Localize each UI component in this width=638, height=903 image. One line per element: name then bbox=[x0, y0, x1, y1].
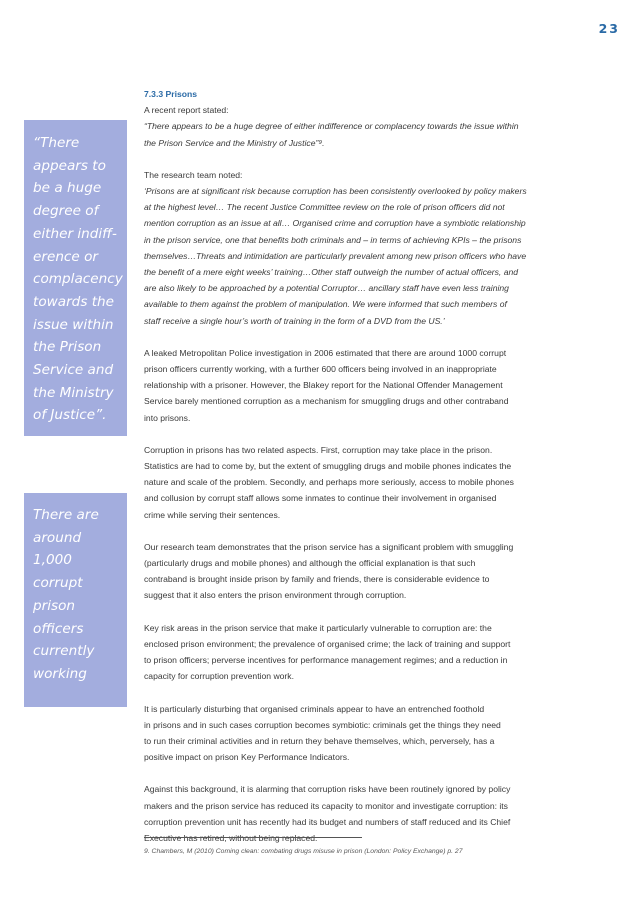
paragraph-gap bbox=[144, 151, 584, 167]
text-line: to prison officers; perverse incentives for performance management regimes; and a reduction in bbox=[144, 655, 508, 666]
section-heading: 7.3.3 Prisons bbox=[144, 89, 198, 99]
pullquote-line: officers bbox=[33, 620, 84, 637]
pullquote-line: the Prison bbox=[33, 339, 102, 356]
paragraph-gap bbox=[144, 604, 584, 620]
page-number: 23 bbox=[598, 21, 620, 36]
text-line: positive impact on prison Key Performance Indicators. bbox=[144, 752, 350, 763]
text-line: enclosed prison environment; the prevalence of organised crime; the lack of training and support bbox=[144, 638, 511, 649]
text-line: at the highest level… The recent Justice Committee review on the role of prison officers did not bbox=[144, 202, 505, 213]
paragraph-gap bbox=[144, 685, 584, 701]
paragraph-gap bbox=[144, 329, 584, 345]
pullquote-line: towards the bbox=[33, 293, 115, 310]
text-line: prison officers currently working, with a further 600 officers being involved in an inappropriate bbox=[144, 364, 497, 375]
main-text-column bbox=[144, 86, 584, 846]
text-line: A leaked Metropolitan Police investigation in 2006 estimated that there are around 1000 corrupt bbox=[144, 347, 507, 358]
pullquote-line: Service and bbox=[33, 362, 114, 379]
text-line: ‘Prisons are at significant risk because corruption has been consistently overlooked by policy makers bbox=[144, 186, 527, 197]
pullquote-line: 1,000 bbox=[33, 552, 72, 569]
pullquote-line: issue within bbox=[33, 316, 114, 333]
text-line: Key risk areas in the prison service that make it particularly vulnerable to corruption are: the bbox=[144, 622, 492, 633]
text-line: suggest that it also enters the prison environment through corruption. bbox=[144, 590, 407, 601]
pullquote-line: corrupt bbox=[33, 575, 83, 592]
paragraph bbox=[144, 102, 584, 118]
text-line: capacity for corruption prevention work. bbox=[144, 671, 294, 682]
text-line: Our research team demonstrates that the prison service has a significant problem with smuggling bbox=[144, 541, 514, 552]
text-line: (particularly drugs and mobile phones) and although the official explanation is that such bbox=[144, 558, 476, 569]
text-line: available to them against the problem of manipulation. We were informed that such members of bbox=[144, 299, 507, 310]
footnote: 9. Chambers, M (2010) Coming clean: combating drugs misuse in prison (London: Policy Exchange) p. 27 bbox=[144, 848, 463, 855]
paragraph-gap bbox=[144, 523, 584, 539]
paragraph bbox=[144, 701, 584, 766]
text-line: in the prison service, one that benefits both criminals and – in terms of achieving KPIs – the prisons bbox=[144, 234, 522, 245]
text-line: Service barely mentioned corruption as a mechanism for smuggling drugs and other contraband bbox=[144, 396, 509, 407]
text-line: the benefit of a mere eight weeks’ training…Other staff outweigh the number of actual officers, and bbox=[144, 267, 519, 278]
text-line: nature and scale of the problem. Secondly, and perhaps more seriously, access to mobile phones bbox=[144, 477, 514, 488]
body-paragraphs bbox=[144, 102, 584, 846]
text-line: corruption prevention unit has recently had its budget and numbers of staff reduced and its Chief bbox=[144, 816, 511, 827]
text-line: makers and the prison service has reduced its capacity to monitor and investigate corruption: its bbox=[144, 800, 508, 811]
paragraph bbox=[144, 167, 584, 183]
text-line: Executive has retired, without being replaced. bbox=[144, 832, 318, 843]
text-line: in prisons and in such cases corruption becomes symbiotic: criminals get the things they need bbox=[144, 719, 501, 730]
pullquote-line: degree of bbox=[33, 203, 99, 220]
text-line: to run their criminal activities and in return they behave themselves, which, perversely, has a bbox=[144, 735, 495, 746]
pullquote-line: around bbox=[33, 529, 82, 546]
pullquote-line: be a huge bbox=[33, 180, 102, 197]
pullquote-line: appears to bbox=[33, 157, 106, 174]
pullquote-line: currently bbox=[33, 643, 95, 660]
paragraph bbox=[144, 442, 584, 523]
text-line: Statistics are had to come by, but the extent of smuggling drugs and mobile phones indicates the bbox=[144, 461, 512, 472]
pullquote-line: erence or bbox=[33, 248, 98, 265]
text-line: staff receive a single hour’s worth of training in the form of a DVD from the US.’ bbox=[144, 315, 445, 326]
text-line: Corruption in prisons has two related aspects. First, corruption may take place in the prison. bbox=[144, 444, 493, 455]
text-line: mention corruption as an issue at all… Organised crime and corruption have a symbiotic relationship bbox=[144, 218, 526, 229]
pullquote-line: working bbox=[33, 665, 87, 682]
pullquote-line: prison bbox=[33, 597, 76, 614]
pullquote-line: complacency bbox=[33, 271, 123, 288]
text-line: It is particularly disturbing that organised criminals appear to have an entrenched foothold bbox=[144, 703, 485, 714]
paragraph-gap bbox=[144, 765, 584, 781]
text-line: themselves…Threats and intimidation are particularly prevalent among new prison officers who have bbox=[144, 250, 527, 261]
quoted-paragraph bbox=[144, 118, 584, 150]
pullquote-line: There are bbox=[33, 507, 99, 523]
paragraph-gap bbox=[144, 426, 584, 442]
text-line: A recent report stated: bbox=[144, 105, 229, 116]
text-line: are also likely to be approached by a potential Corruptor… ancillary staff have even less training bbox=[144, 283, 509, 294]
text-line: into prisons. bbox=[144, 412, 191, 423]
text-line: contraband is brought inside prison by family and friends, there is considerable evidence to bbox=[144, 574, 490, 585]
quoted-paragraph bbox=[144, 183, 584, 329]
text-line: crime while serving their sentences. bbox=[144, 509, 281, 520]
text-line: Against this background, it is alarming that corruption risks have been routinely ignored by policy bbox=[144, 784, 511, 795]
pullquote-box bbox=[24, 120, 127, 436]
pullquote-box bbox=[24, 493, 127, 707]
text-line: relationship with a prisoner. However, the Blakey report for the National Offender Management bbox=[144, 380, 503, 391]
pullquote-line: “There bbox=[33, 135, 80, 151]
paragraph bbox=[144, 345, 584, 426]
pullquote-line: either indiff- bbox=[33, 225, 117, 242]
text-line: “There appears to be a huge degree of either indifference or complacency towards the issue within bbox=[144, 121, 519, 132]
pullquote-line: the Ministry bbox=[33, 384, 114, 401]
footnote-rule bbox=[144, 837, 362, 838]
text-line: the Prison Service and the Ministry of Justice”⁹. bbox=[144, 137, 325, 148]
pullquote-line: of Justice”. bbox=[33, 407, 107, 424]
paragraph bbox=[144, 539, 584, 604]
text-line: The research team noted: bbox=[144, 169, 243, 180]
paragraph bbox=[144, 620, 584, 685]
text-line: and collusion by corrupt staff allows some inmates to continue their involvement in organised bbox=[144, 493, 497, 504]
